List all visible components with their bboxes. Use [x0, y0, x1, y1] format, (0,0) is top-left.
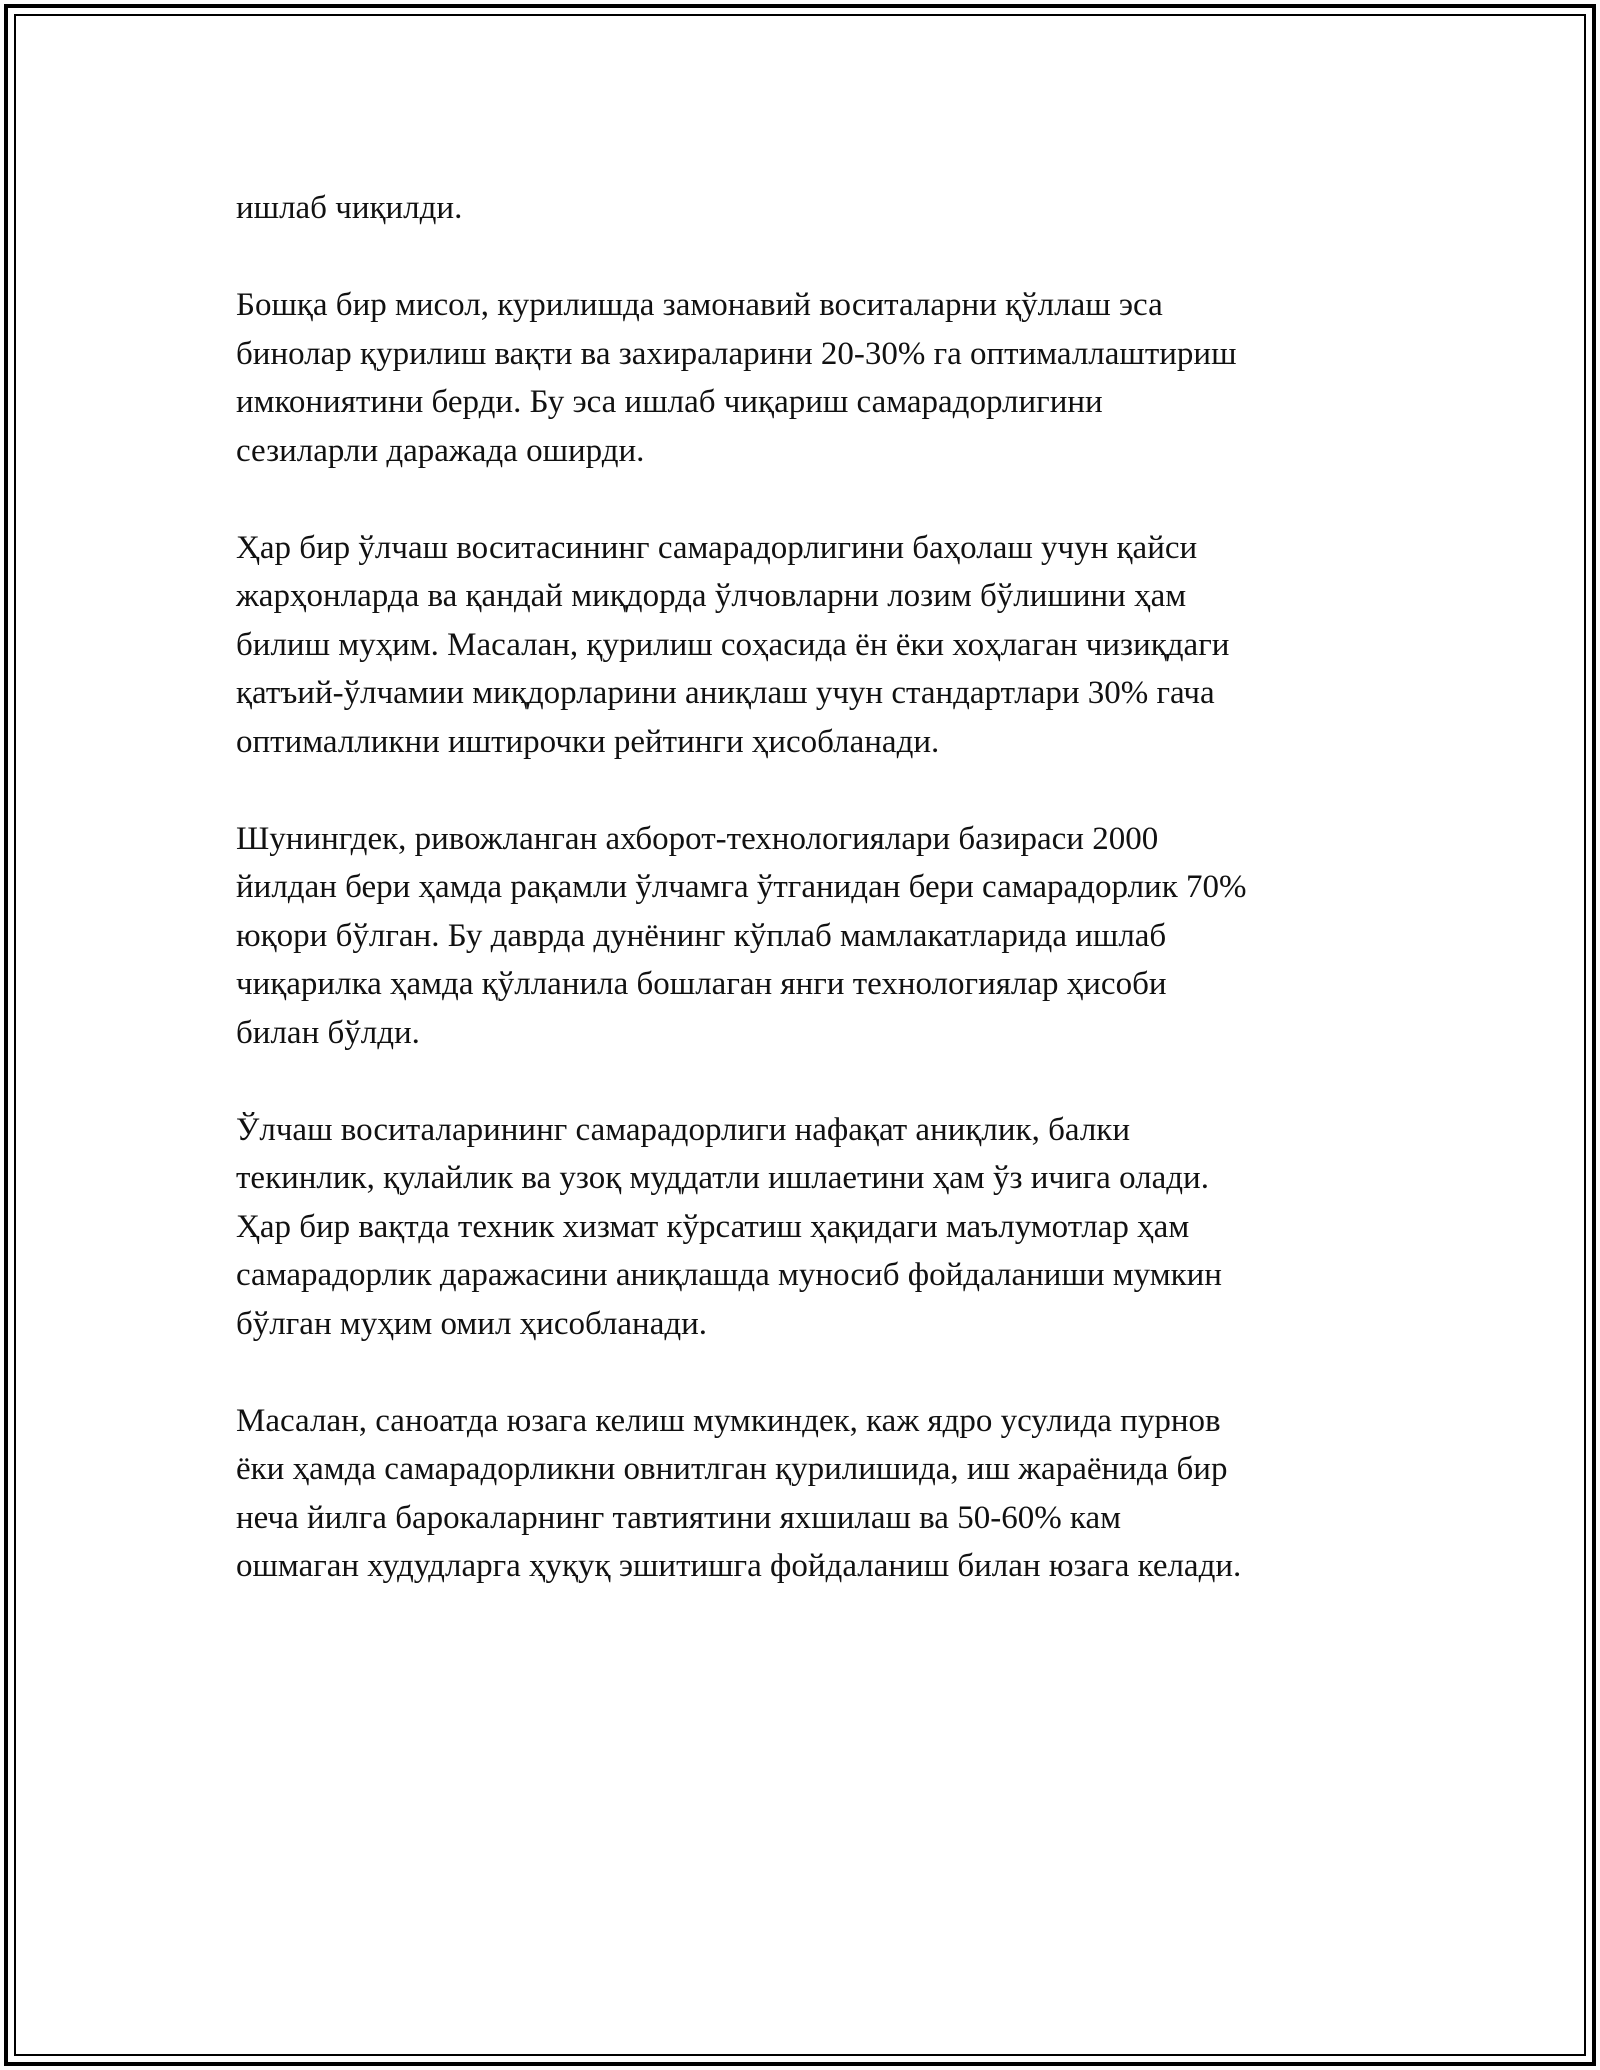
paragraph-5	[236, 1106, 1396, 1349]
text-line: билиш муҳим. Масалан, қурилиш соҳасида ён ёки хоҳлаган чизиқдаги	[236, 626, 1230, 663]
paragraph-3	[236, 524, 1396, 767]
text-line: Ҳар бир вақтда техник хизмат кўрсатиш ҳақидаги маълумотлар ҳам	[236, 1208, 1190, 1245]
text-line: жарҳонларда ва қандай миқдорда ўлчовларни лозим бўлишини ҳам	[236, 578, 1187, 614]
text-line: Ҳар бир ўлчаш воситасининг самарадорлигини баҳолаш учун қайси	[236, 529, 1198, 566]
paragraph-4	[236, 815, 1396, 1058]
text-line: имкониятини берди. Бу эса ишлаб чиқариш самарадорлигини	[236, 384, 1103, 420]
document-body	[236, 184, 1396, 1639]
text-line: бўлган муҳим омил ҳисобланади.	[236, 1305, 708, 1342]
text-line: йилдан бери ҳамда рақамли ўлчамга ўтганидан бери самарадорлик 70%	[236, 869, 1247, 905]
paragraph-2	[236, 281, 1396, 475]
text-line: Ўлчаш воситаларининг самарадорлиги нафақат аниқлик, балки	[236, 1111, 1130, 1148]
text-line: чиқарилка ҳамда қўлланила бошлаган янги технологиялар ҳисоби	[236, 966, 1167, 1002]
text-line: бинолар қурилиш вақти ва захираларини 20-30% га оптималлаштириш	[236, 335, 1237, 372]
text-line: самарадорлик даражасини аниқлашда муносиб фойдаланиши мумкин	[236, 1257, 1222, 1293]
text-line: Бошқа бир мисол, курилишда замонавий воситаларни қўллаш эса	[236, 287, 1163, 323]
text-line: Шунингдек, ривожланган ахборот-технологиялари базираси 2000	[236, 820, 1159, 857]
paragraph-6	[236, 1397, 1396, 1591]
text-line: ишлаб чиқилди.	[236, 190, 463, 226]
text-line: оптималликни иштирочки рейтинги ҳисобланади.	[236, 723, 940, 760]
text-line: неча йилга барокаларнинг тавтиятини яхшилаш ва 50-60% кам	[236, 1499, 1121, 1536]
paragraph-1	[236, 184, 1396, 233]
text-line: қатъий-ўлчамии миқдорларини аниқлаш учун стандартлари 30% гача	[236, 675, 1215, 711]
text-line: билан бўлди.	[236, 1014, 420, 1051]
text-line: Масалан, саноатда юзага келиш мумкиндек, каж ядро усулида пурнов	[236, 1402, 1221, 1439]
text-line: текинлик, қулайлик ва узоқ муддатли ишлаетини ҳам ўз ичига олади.	[236, 1160, 1209, 1196]
text-line: юқори бўлган. Бу даврда дунёнинг кўплаб мамлакатларида ишлаб	[236, 917, 1167, 954]
text-line: ёки ҳамда самарадорликни овнитлган қурилишида, иш жараёнида бир	[236, 1451, 1228, 1487]
text-line: сезиларли даражада оширди.	[236, 432, 645, 469]
text-line: ошмаган худудларга ҳуқуқ эшитишга фойдаланиш билан юзага келади.	[236, 1548, 1242, 1584]
